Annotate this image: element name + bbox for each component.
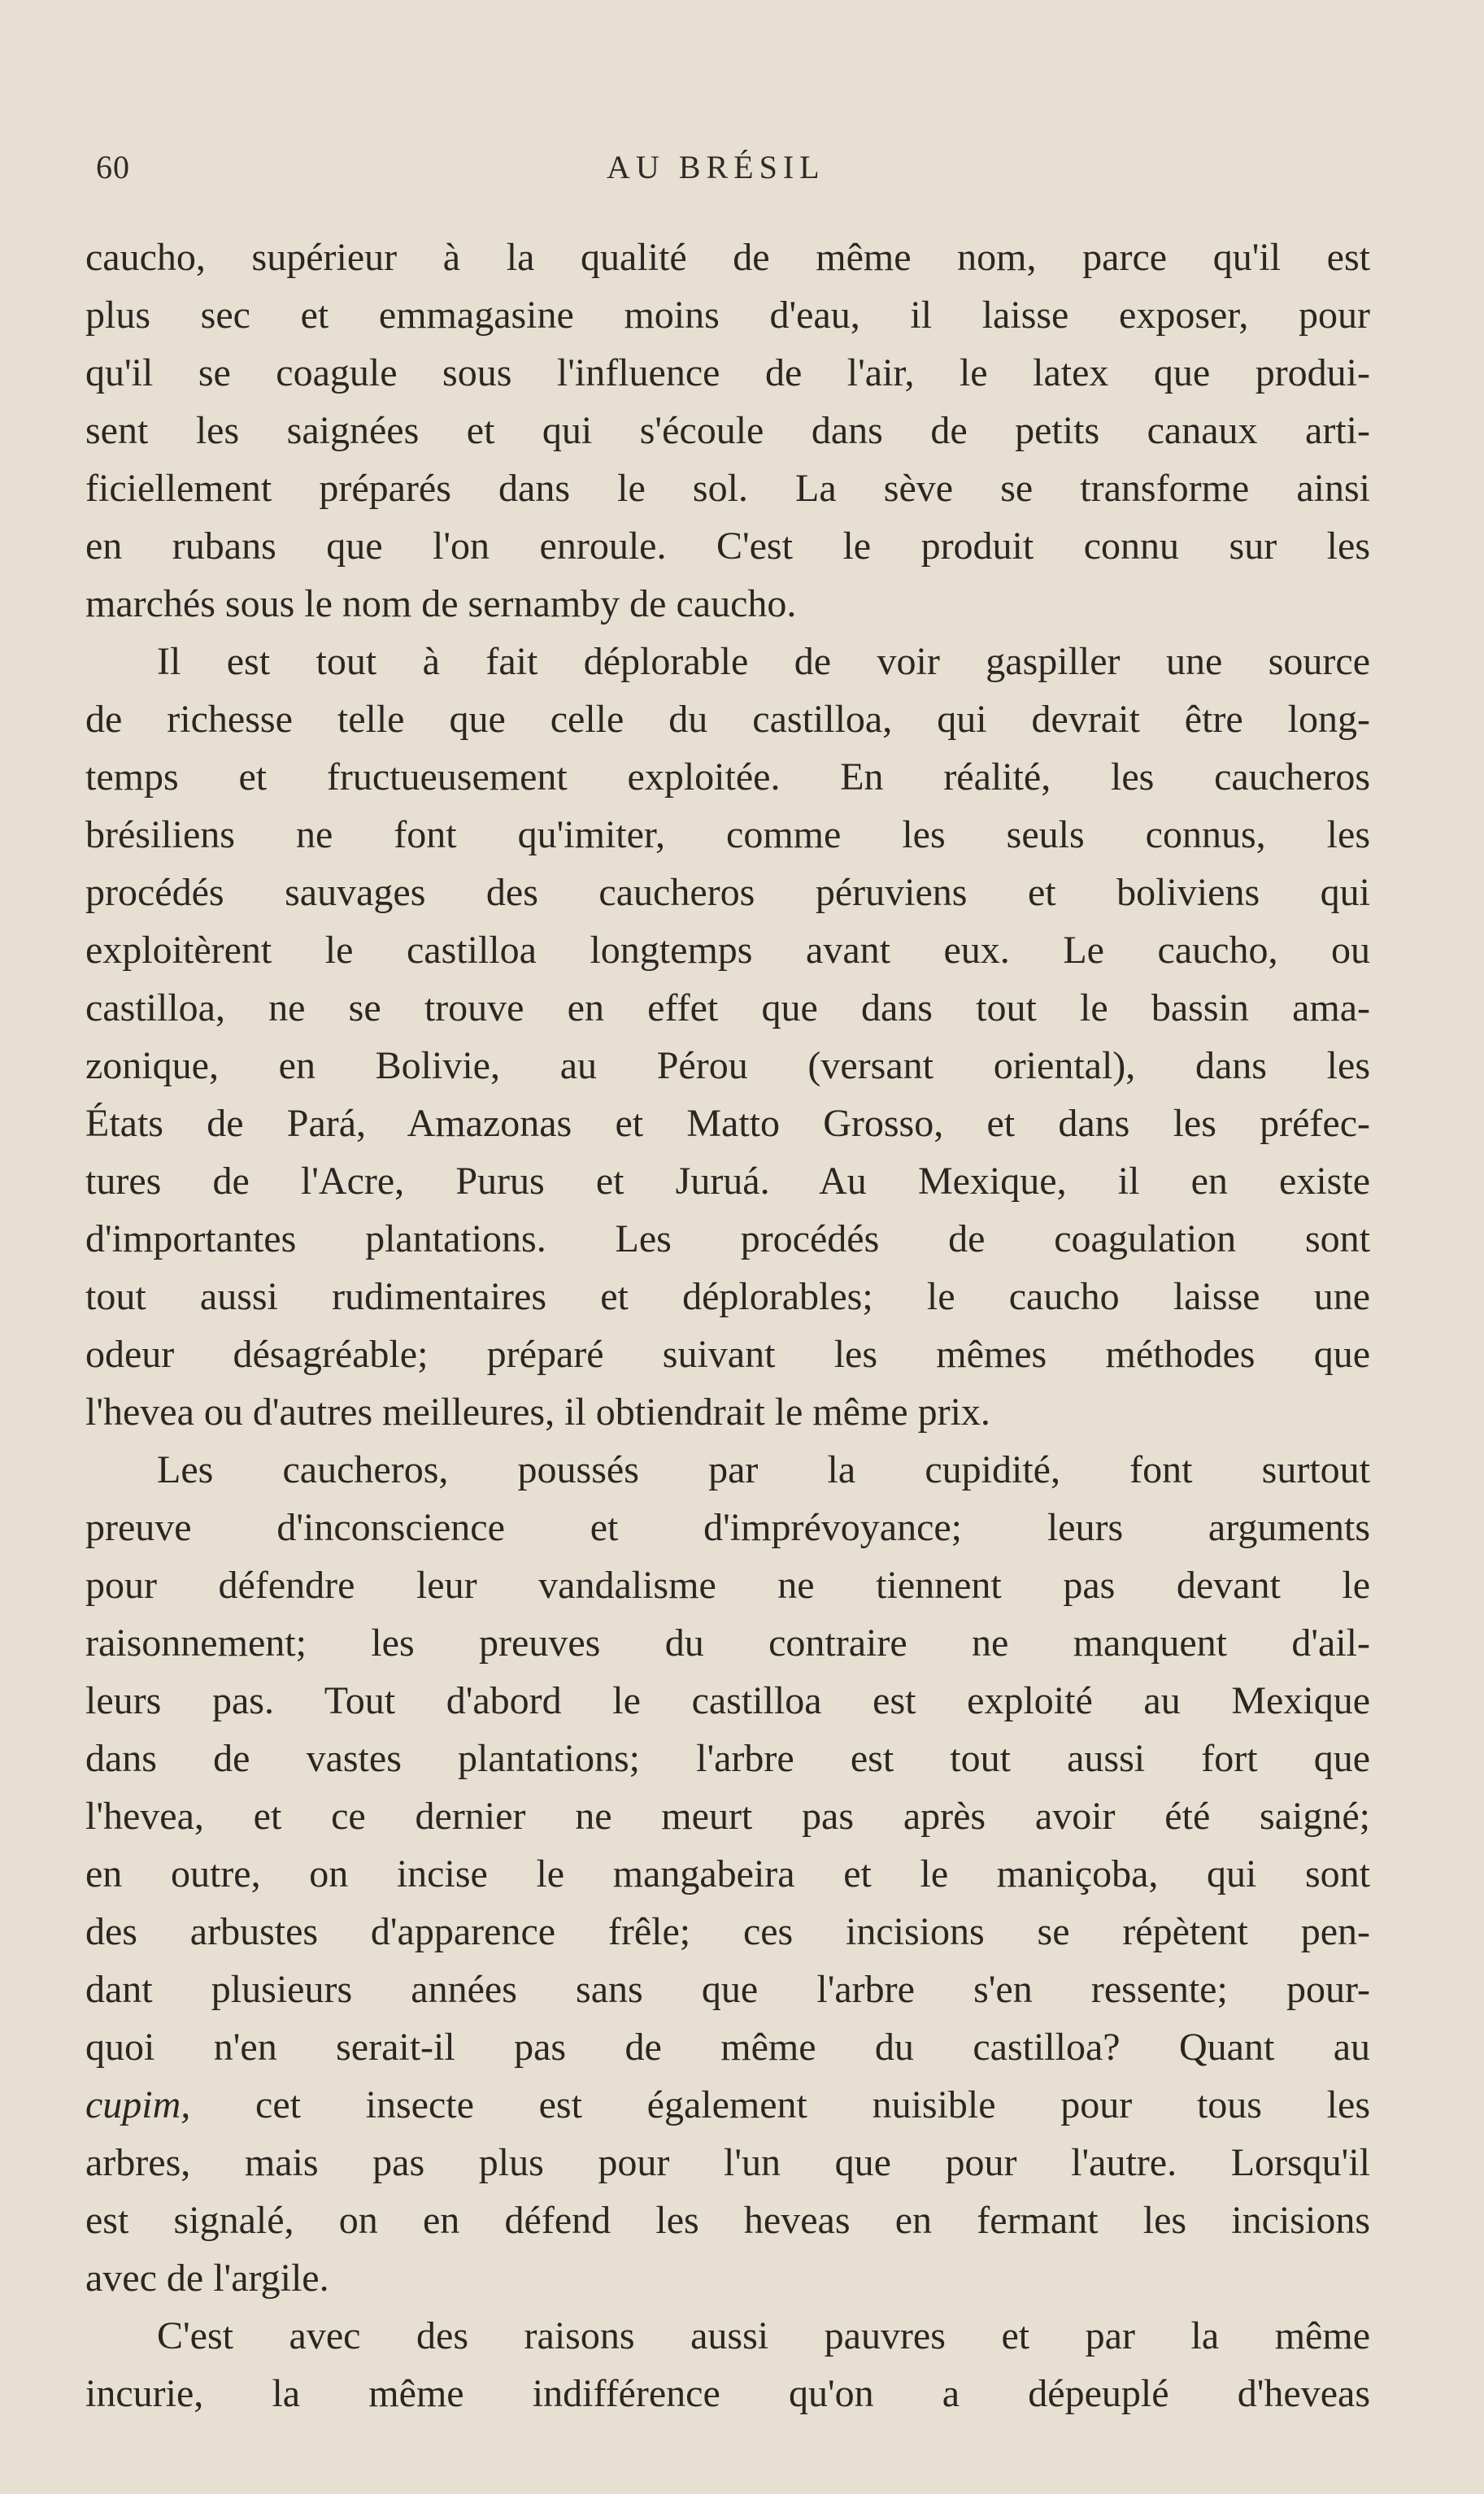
text-line: incurie, la même indifférence qu'on a dépeuplé d'heveas — [85, 2372, 1370, 2415]
text-line: temps et fructueusement exploitée. En réalité, les caucheros — [85, 755, 1370, 799]
text-line: raisonnement; les preuves du contraire ne manquent d'ail- — [85, 1621, 1370, 1665]
text-line-rest: cet insecte est également nuisible pour tous les — [255, 2083, 1370, 2126]
text-line: est signalé, on en défend les heveas en fermant les incisions — [85, 2199, 1370, 2242]
italic-word-cupim: cupim, — [85, 2083, 191, 2126]
text-line: l'hevea, et ce dernier ne meurt pas après avoir été saigné; — [85, 1795, 1370, 1838]
text-line: dans de vastes plantations; l'arbre est tout aussi fort que — [85, 1737, 1370, 1780]
text-line: qu'il se coagule sous l'influence de l'air, le latex que produi- — [85, 351, 1370, 394]
text-line: de richesse telle que celle du castilloa, qui devrait être long- — [85, 698, 1370, 741]
text-line: d'importantes plantations. Les procédés de coagulation sont — [85, 1217, 1370, 1260]
text-line: dant plusieurs années sans que l'arbre s'en ressente; pour- — [85, 1968, 1370, 2011]
body-text — [85, 229, 1370, 2422]
text-line: en outre, on incise le mangabeira et le maniçoba, qui sont — [85, 1852, 1370, 1896]
text-line: avec de l'argile. — [85, 2257, 329, 2300]
text-line: plus sec et emmagasine moins d'eau, il laisse exposer, pour — [85, 294, 1370, 337]
paragraph-start-line: Les caucheros, poussés par la cupidité, font surtout — [157, 1448, 1370, 1491]
text-line: zonique, en Bolivie, au Pérou (versant oriental), dans les — [85, 1044, 1370, 1087]
text-line: caucho, supérieur à la qualité de même nom, parce qu'il est — [85, 236, 1370, 279]
text-line: pour défendre leur vandalisme ne tiennent pas devant le — [85, 1564, 1370, 1607]
text-line: ficiellement préparés dans le sol. La sève se transforme ainsi — [85, 467, 1370, 510]
text-line: leurs pas. Tout d'abord le castilloa est exploité au Mexique — [85, 1679, 1370, 1722]
text-line: des arbustes d'apparence frêle; ces incisions se répètent pen- — [85, 1910, 1370, 1953]
text-line: exploitèrent le castilloa longtemps avant eux. Le caucho, ou — [85, 929, 1370, 972]
text-line: en rubans que l'on enroule. C'est le produit connu sur les — [85, 524, 1370, 568]
paragraph-start-line: C'est avec des raisons aussi pauvres et par la même — [157, 2314, 1370, 2357]
text-line: sent les saignées et qui s'écoule dans de petits canaux arti- — [85, 409, 1370, 452]
text-line: preuve d'inconscience et d'imprévoyance; leurs arguments — [85, 1506, 1370, 1549]
text-line: l'hevea ou d'autres meilleures, il obtiendrait le même prix. — [85, 1391, 990, 1434]
running-title: AU BRÉSIL — [607, 149, 825, 185]
text-line-with-italic — [85, 2076, 1370, 2134]
text-line: castilloa, ne se trouve en effet que dans tout le bassin ama- — [85, 986, 1370, 1029]
paragraph-start-line: Il est tout à fait déplorable de voir gaspiller une source — [157, 640, 1370, 683]
text-line: arbres, mais pas plus pour l'un que pour l'autre. Lorsqu'il — [85, 2141, 1370, 2184]
page-number: 60 — [96, 149, 130, 185]
text-line: tout aussi rudimentaires et déplorables; le caucho laisse une — [85, 1275, 1370, 1318]
text-line: procédés sauvages des caucheros péruviens et boliviens qui — [85, 871, 1370, 914]
text-line: quoi n'en serait-il pas de même du castilloa? Quant au — [85, 2026, 1370, 2069]
text-line: odeur désagréable; préparé suivant les mêmes méthodes que — [85, 1333, 1370, 1376]
text-line: États de Pará, Amazonas et Matto Grosso, et dans les préfec- — [85, 1102, 1370, 1145]
text-line: brésiliens ne font qu'imiter, comme les seuls connus, les — [85, 813, 1370, 856]
text-line: marchés sous le nom de sernamby de caucho. — [85, 582, 797, 625]
page-header — [96, 148, 1374, 197]
text-line: tures de l'Acre, Purus et Juruá. Au Mexique, il en existe — [85, 1160, 1370, 1203]
